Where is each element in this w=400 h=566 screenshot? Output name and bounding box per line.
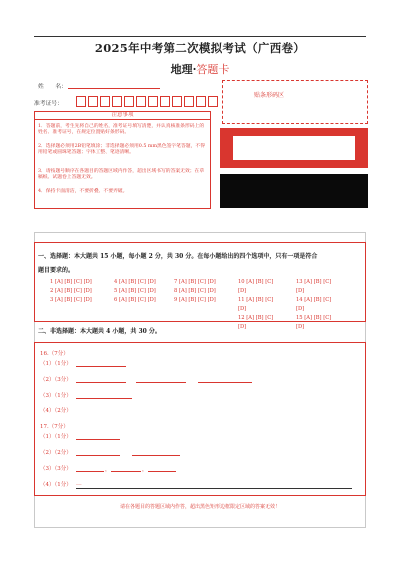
choice-item[interactable]: 7 [A] [B] [C] [D] xyxy=(174,279,216,285)
choice-item[interactable]: 4 [A] [B] [C] [D] xyxy=(114,279,156,285)
note-item-3: 3．请按题号顺序在各题目的答题区域内作答，超出区域书写的答案无效；在草稿纸、试题卷上答题无效。 xyxy=(38,169,205,181)
q17-part2-label: （2）（2分） xyxy=(40,450,72,456)
barcode-area xyxy=(222,80,368,124)
id-digit-box[interactable] xyxy=(196,96,206,107)
choice-item[interactable]: [D] xyxy=(296,324,305,330)
q16-part3-label: （3）（1分） xyxy=(40,393,72,399)
fill-marker-block xyxy=(220,174,368,208)
q17-part3-comma-1: ， xyxy=(105,467,111,473)
id-digit-box[interactable] xyxy=(76,96,86,107)
q16-part3-answer[interactable] xyxy=(76,398,132,399)
q17-label: 17.（7分） xyxy=(40,424,69,430)
note-item-2: 2．选择题必须用2B铅笔填涂；非选择题必须用0.5 mm黑色签字笔答题，不得用铅笔或圆珠笔答题；字体工整、笔迹清晰。 xyxy=(38,144,205,156)
id-digit-box[interactable] xyxy=(208,96,218,107)
q16-part2-answer-3[interactable] xyxy=(198,382,252,383)
q16-part2-label: （2）（3分） xyxy=(40,377,72,383)
q17-part2-answer-2[interactable] xyxy=(132,455,180,456)
id-digit-box[interactable] xyxy=(160,96,170,107)
q17-part3-comma-2: ， xyxy=(142,467,148,473)
subject-label: 地理· xyxy=(170,63,197,76)
note-item-4: 4．保持卡面清洁，不要折叠、不要弄破。 xyxy=(38,189,128,194)
page-title: 2025年中考第二次模拟考试（广西卷） xyxy=(94,41,306,55)
id-digit-box[interactable] xyxy=(184,96,194,107)
q17-part1-answer[interactable] xyxy=(76,439,120,440)
note-item-1: 1．答题前，考生先将自己的姓名，准考证号填写清楚，并认真核准条形码上的姓名、准考证号，在规定位置贴好条形码。 xyxy=(38,124,205,136)
section1-instruction: 一、选择题：本大题共 15 小题，每小题 2 分，共 30 分。在每小题给出的四个选项中，只有一项是符合 xyxy=(38,253,318,260)
q17-part3-answer-2[interactable] xyxy=(111,471,141,472)
q16-part4-label: （4）（2分） xyxy=(40,408,72,414)
q17-part4-label: （4）（1分） xyxy=(40,482,72,488)
card-label: 答题卡 xyxy=(196,63,230,76)
top-rule xyxy=(34,36,366,37)
choice-item[interactable]: [D] xyxy=(296,288,305,294)
q16-part1-label: （1）（1分） xyxy=(40,361,72,367)
id-digit-box[interactable] xyxy=(112,96,122,107)
choice-item[interactable]: 2 [A] [B] [C] [D] xyxy=(50,288,92,294)
q17-part4-mark: __ xyxy=(76,479,82,485)
q17-part2-answer-1[interactable] xyxy=(76,455,120,456)
choice-item[interactable]: 13 [A] [B] [C] xyxy=(296,279,332,285)
choice-item[interactable]: 11 [A] [B] [C] xyxy=(238,297,274,303)
choice-item[interactable]: 10 [A] [B] [C] xyxy=(238,279,274,285)
id-digit-box[interactable] xyxy=(88,96,98,107)
choice-item[interactable]: 14 [A] [B] [C] xyxy=(296,297,332,303)
q17-part1-label: （1）（1分） xyxy=(40,434,72,440)
q16-label: 16.（7分） xyxy=(40,351,69,357)
choice-item[interactable]: [D] xyxy=(296,306,305,312)
id-digit-box[interactable] xyxy=(124,96,134,107)
choice-item[interactable]: 15 [A] [B] [C] xyxy=(296,315,332,321)
choice-item[interactable]: 8 [A] [B] [C] [D] xyxy=(174,288,216,294)
page-subtitle xyxy=(0,61,400,77)
barcode-label: 贴条形码区 xyxy=(254,92,285,99)
id-digit-box[interactable] xyxy=(148,96,158,107)
id-digit-box[interactable] xyxy=(136,96,146,107)
choice-item[interactable]: 5 [A] [B] [C] [D] xyxy=(114,288,156,294)
q17-part3-answer-3[interactable] xyxy=(148,471,176,472)
name-field[interactable] xyxy=(68,88,160,89)
choice-item[interactable]: 3 [A] [B] [C] [D] xyxy=(50,297,92,303)
id-label: 准考证号： xyxy=(34,101,63,107)
footer-note: 请在各题目的答题区域内作答，超出黑色矩形边框限定区域的答案无效！ xyxy=(119,504,280,510)
choice-item[interactable]: [D] xyxy=(238,324,247,330)
choice-item[interactable]: 9 [A] [B] [C] [D] xyxy=(174,297,216,303)
absence-marker-window xyxy=(233,136,355,160)
choice-item[interactable]: [D] xyxy=(238,288,247,294)
choice-item[interactable]: [D] xyxy=(238,306,247,312)
choice-item[interactable]: 6 [A] [B] [C] [D] xyxy=(114,297,156,303)
section1-instruction-line2: 题目要求的。 xyxy=(38,267,75,274)
section2-title: 二、非选择题：本大题共 4 小题，共 30 分。 xyxy=(38,328,161,335)
q16-part2-answer-2[interactable] xyxy=(136,382,186,383)
q17-bottom-rule xyxy=(76,488,352,489)
q16-part1-answer[interactable] xyxy=(76,366,126,367)
id-digit-box[interactable] xyxy=(172,96,182,107)
choice-item[interactable]: 1 [A] [B] [C] [D] xyxy=(50,279,92,285)
q16-part2-answer-1[interactable] xyxy=(76,382,126,383)
q17-part3-label: （3）（3分） xyxy=(40,466,72,472)
id-digit-box[interactable] xyxy=(100,96,110,107)
q17-part3-answer-1[interactable] xyxy=(76,471,104,472)
notes-heading: 注意事项 xyxy=(34,111,211,120)
name-label: 姓 名： xyxy=(38,84,67,90)
choice-item[interactable]: 12 [A] [B] [C] xyxy=(238,315,274,321)
